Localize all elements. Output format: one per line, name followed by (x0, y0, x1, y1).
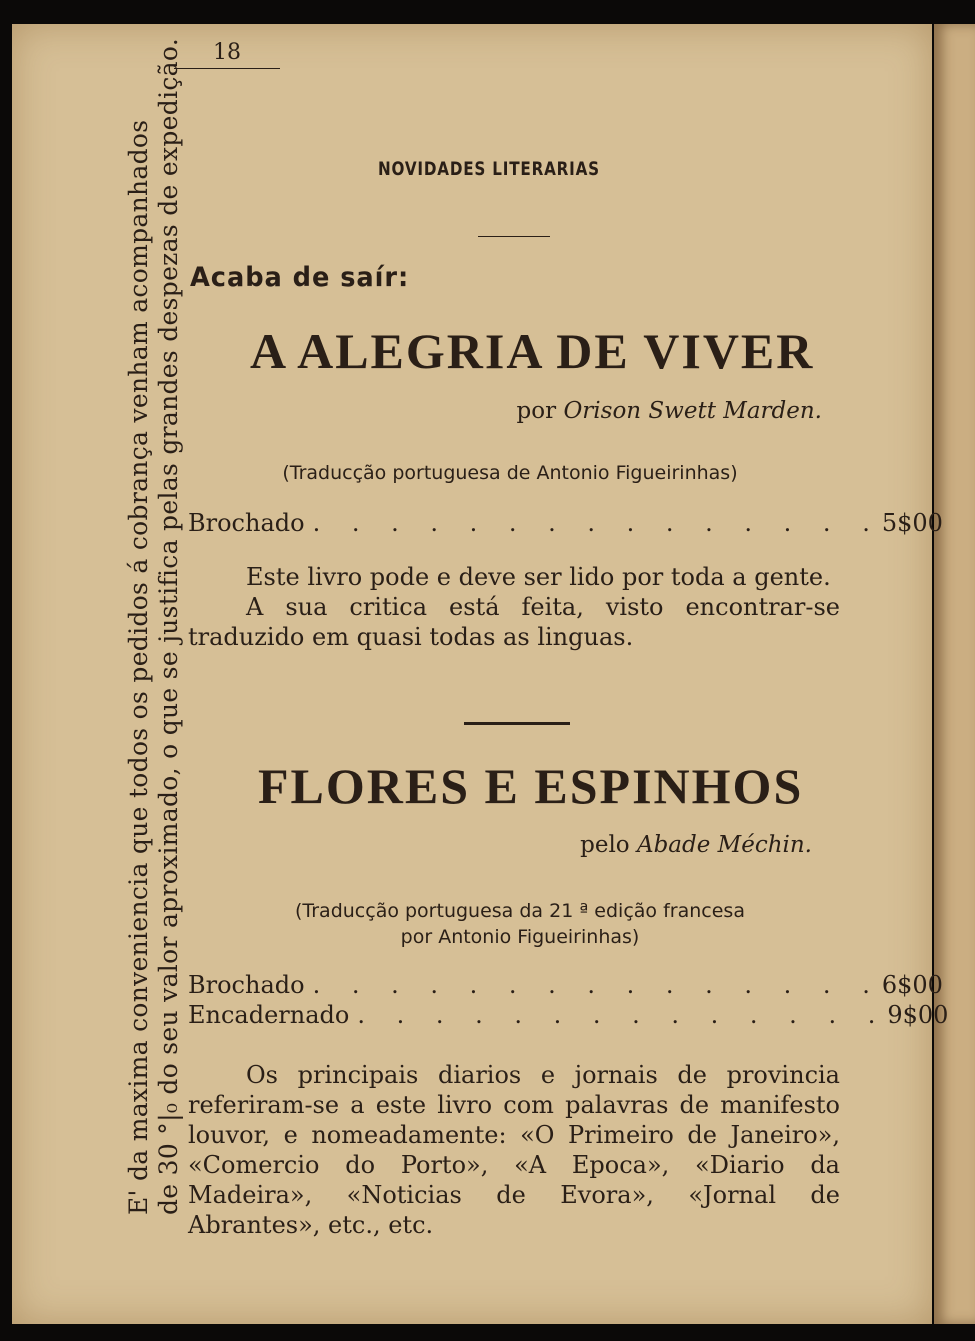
book-2-description (188, 1060, 840, 1240)
page-number: 18 (174, 40, 280, 69)
price-label: Encadernado (188, 1001, 350, 1029)
side-note-line-1: E' da maxima conveniencia que todos os pedidos á cobrança venham acompanhados (124, 119, 153, 1215)
dot-leader: . . . . . . . . . . . . . . . (312, 971, 882, 999)
book-1-author (430, 398, 822, 424)
book-1-description (188, 562, 840, 652)
book-2-price-row-brochado (188, 970, 943, 1000)
dot-leader: . . . . . . . . . . . . . . (357, 1001, 888, 1029)
side-note-line-2: de 30 °|₀ do seu valor aproximado, o que se justifica pelas grandes despezas de expedição. (154, 37, 183, 1215)
price-value: 5$00 (881, 509, 943, 537)
price-value: 9$00 (887, 1001, 949, 1029)
book-2-translation (230, 898, 810, 950)
divider (478, 236, 550, 237)
book-2-paragraph: Os principais diarios e jornais de provincia referiram-se a este livro com palavras de manifesto louvor, e nomeadamente: «O Primeiro de Janeiro», «Comercio do Porto», «A Epoca», «Diario da Madeira», «Noticias de Evora», «Jornal de Abrantes», etc., etc. (188, 1061, 840, 1239)
book-2-price-row-encadernado (188, 1000, 949, 1030)
book-1-paragraph-1: Este livro pode e deve ser lido por toda a gente. (246, 563, 831, 591)
adjacent-page-edge (934, 24, 975, 1324)
divider (464, 722, 570, 725)
book-1-price-row (188, 508, 943, 538)
price-value: 6$00 (881, 971, 943, 999)
book-2-author-prefix: pelo (580, 832, 630, 858)
book-1-title: A ALEGRIA DE VIVER (250, 323, 815, 379)
price-label: Brochado (188, 509, 305, 537)
book-1-author-prefix: por (516, 398, 557, 424)
book-2-translation-line-1: (Traducção portuguesa da 21 ª edição francesa (295, 900, 745, 922)
book-2-translation-line-2: por Antonio Figueirinhas) (400, 926, 640, 948)
book-1-translation: (Traducção portuguesa de Antonio Figueirinhas) (282, 462, 738, 484)
dot-leader: . . . . . . . . . . . . . . . (312, 509, 882, 537)
book-1-author-name: Orison Swett Marden. (563, 398, 822, 424)
announcement: Acaba de saír: (190, 262, 410, 293)
book-2-title: FLORES E ESPINHOS (258, 758, 804, 814)
section-title: NOVIDADES LITERARIAS (378, 158, 600, 180)
book-2-author (500, 832, 812, 858)
side-note-vertical (124, 37, 184, 1215)
price-label: Brochado (188, 971, 305, 999)
book-2-author-name: Abade Méchin. (636, 832, 812, 858)
book-1-paragraph-2: A sua critica está feita, visto encontrar-se traduzido em quasi todas as linguas. (188, 593, 840, 651)
